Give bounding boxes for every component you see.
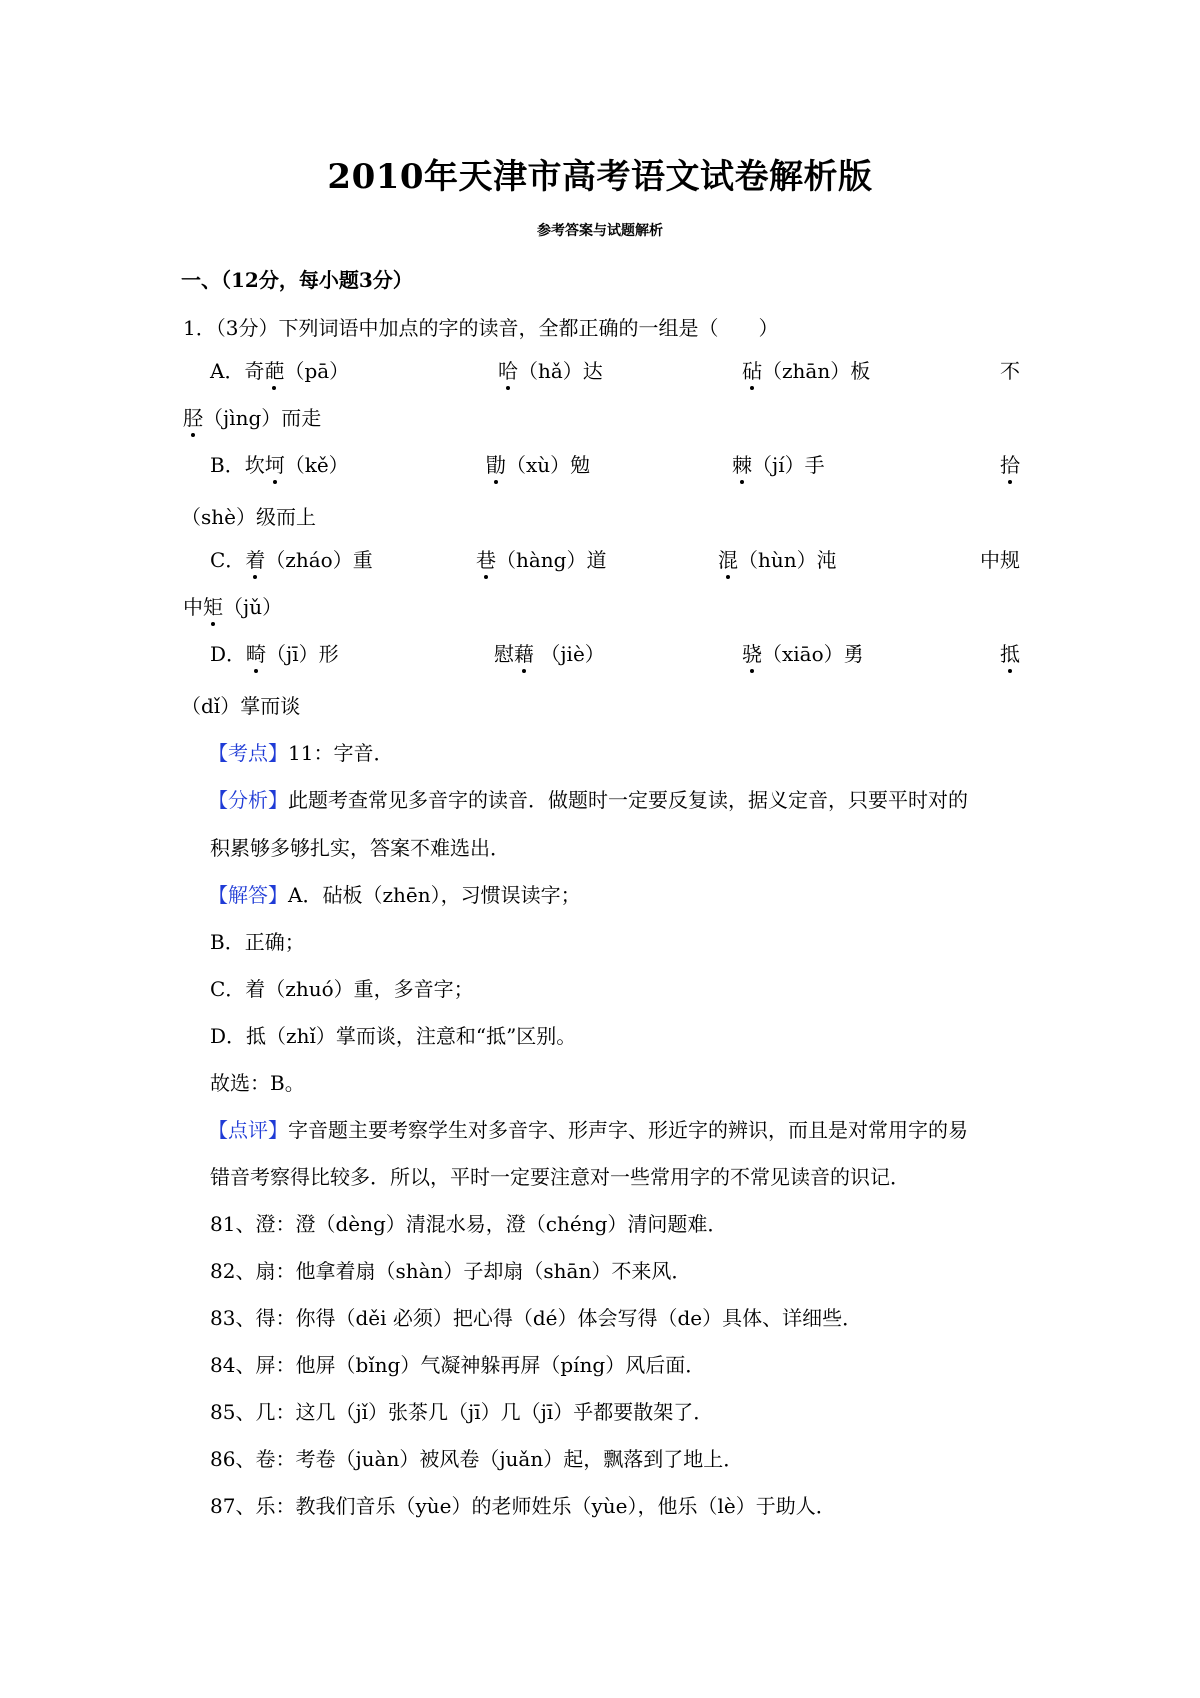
dotted-char: 畸 xyxy=(246,642,267,666)
fenxi-line-2: 积累够多够扎实，答案不难选出． xyxy=(210,836,510,860)
note-item: 83、得：你得（děi 必须）把心得（dé）体会写得（de）具体、详细些． xyxy=(210,1306,863,1330)
dotted-char: 坷 xyxy=(264,453,285,477)
dianping-tag: 【点评】 xyxy=(208,1118,288,1142)
dotted-char: 拾 xyxy=(1000,453,1020,477)
jieda-tag: 【解答】 xyxy=(208,883,288,907)
dotted-char: 骁 xyxy=(742,642,762,666)
note-item: 85、几：这几（jǐ）张茶几（jī）几（jī）乎都要散架了． xyxy=(210,1400,714,1424)
option-b-item-2: 勖（xù）勉 xyxy=(486,453,591,477)
page-title: 2010年天津市高考语文试卷解析版 xyxy=(327,157,873,197)
jieda-line-b: B．正确； xyxy=(210,930,305,954)
option-d-item-3: 骁（xiāo）勇 xyxy=(742,642,864,666)
dotted-char: 勖 xyxy=(486,453,506,477)
question-stem: 1．（3分）下列词语中加点的字的读音，全都正确的一组是（ ） xyxy=(183,316,779,340)
jieda-line-d: D．抵（zhǐ）掌而谈，注意和“抵”区别。 xyxy=(210,1024,577,1048)
option-c-label: C． xyxy=(210,548,246,572)
option-b-item-3: 棘（jí）手 xyxy=(732,453,825,477)
fenxi-tag: 【分析】 xyxy=(208,788,288,812)
option-a-item-4: 不 xyxy=(1000,359,1020,383)
option-d-wrap: （dǐ）掌而谈 xyxy=(181,694,301,718)
option-a-label: A． xyxy=(210,359,245,383)
option-a-item-3: 砧（zhān）板 xyxy=(742,359,871,383)
page-subtitle: 参考答案与试题解析 xyxy=(537,223,663,239)
dianping-line-2: 错音考察得比较多．所以，平时一定要注意对一些常用字的不常见读音的识记． xyxy=(210,1165,910,1189)
note-item: 86、卷：考卷（juàn）被风卷（juǎn）起，飘落到了地上． xyxy=(210,1447,744,1471)
fenxi-line-1: 【分析】此题考查常见多音字的读音．做题时一定要反复读，据义定音，只要平时对的 xyxy=(208,788,968,812)
note-item: 87、乐：教我们音乐（yùe）的老师姓乐（yùe），他乐（lè）于助人． xyxy=(210,1494,836,1518)
section-heading: 一、（12分，每小题3分） xyxy=(181,268,413,292)
kaodian-line: 【考点】11：字音． xyxy=(208,741,394,765)
option-d-label: D． xyxy=(210,642,247,666)
option-d-item-1: D．畸（jī）形 xyxy=(210,642,339,666)
dotted-char: 葩 xyxy=(264,359,285,383)
option-c-wrap: 中矩（jǔ） xyxy=(183,595,283,619)
kaodian-tag: 【考点】 xyxy=(208,741,288,765)
option-b-wrap: （shè）级而上 xyxy=(181,505,316,529)
dotted-char: 棘 xyxy=(732,453,752,477)
option-a-wrap: 胫（jìng）而走 xyxy=(183,406,322,430)
option-c-item-4: 中规 xyxy=(980,548,1020,572)
option-c-item-3: 混（hùn）沌 xyxy=(718,548,837,572)
option-b-item-4 xyxy=(1000,455,1020,475)
dotted-char: 藉 xyxy=(514,642,534,666)
option-a-item-1: A．奇葩（pā） xyxy=(210,359,350,383)
note-item: 82、扇：他拿着扇（shàn）子却扇（shān）不来风． xyxy=(210,1259,692,1283)
dianping-line-1: 【点评】字音题主要考察学生对多音字、形声字、形近字的辨识，而且是对常用字的易 xyxy=(208,1118,968,1142)
guxuan-line: 故选：B。 xyxy=(210,1071,305,1095)
option-c-item-2: 巷（hàng）道 xyxy=(476,548,607,572)
option-b-label: B． xyxy=(210,453,245,477)
option-d-item-2: 慰藉 （jiè） xyxy=(494,642,605,666)
option-a-item-2: 哈（hǎ）达 xyxy=(498,359,603,383)
dotted-char: 混 xyxy=(718,548,738,572)
dotted-char: 矩 xyxy=(203,595,223,619)
jieda-line-c: C．着（zhuó）重，多音字； xyxy=(210,977,474,1001)
note-item: 84、屏：他屏（bǐng）气凝神躲再屏（píng）风后面． xyxy=(210,1353,706,1377)
dotted-char: 胫 xyxy=(183,406,203,430)
dotted-char: 抵 xyxy=(1000,642,1020,666)
option-b-item-1: B．坎坷（kě） xyxy=(210,453,349,477)
dotted-char: 着 xyxy=(245,548,266,572)
jieda-line-1: 【解答】A．砧板（zhēn），习惯误读字； xyxy=(208,883,581,907)
dotted-char: 砧 xyxy=(742,359,762,383)
dotted-char: 巷 xyxy=(476,548,496,572)
option-d-item-4 xyxy=(1000,644,1020,664)
dotted-char: 哈 xyxy=(498,359,518,383)
option-c-item-1: C．着（zháo）重 xyxy=(210,548,373,572)
note-item: 81、澄：澄（dèng）清混水易，澄（chéng）清问题难． xyxy=(210,1212,728,1236)
